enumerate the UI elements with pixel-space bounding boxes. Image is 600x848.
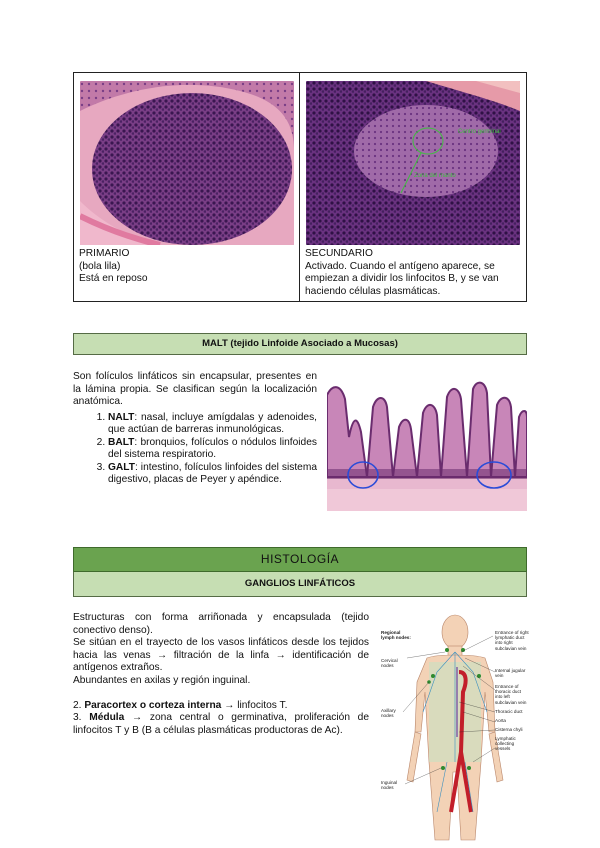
malt-description [73,371,317,487]
label-entrance-thoracic: Entrance of thoracic duct into left subclavian vein [495,684,527,705]
follicle-table [73,72,527,302]
item-text: → zona central o germinativa, proliferación de linfocitos T y B (B a células plasmáticas productoras de Ac). [73,712,370,736]
ganglios-description [73,612,369,737]
label-aorta: Aorta [495,718,506,723]
list-term: NALT [108,411,135,423]
label-regional: Regional lymph nodes: [381,630,411,641]
histologia-header: HISTOLOGÍA [73,547,527,572]
caption-line: Está en reposo [79,273,148,284]
lymphatic-system-diagram [377,612,529,842]
list-text: : intestino, folículos linfoides del sistema digestivo, placas de Peyer y apéndice. [108,461,317,485]
list-item [108,437,317,462]
item-text: → linfocitos T. [221,699,288,711]
item-term: Médula [89,712,125,723]
item-number: 3. [73,712,90,723]
label-cervical: Cervical nodes [381,658,398,669]
list-text: : bronquios, folículos o nódulos linfoides del sistema respiratorio. [108,436,317,460]
secondary-follicle-caption [305,248,499,298]
paragraph: Abundantes en axilas y región inguinal. [73,674,251,686]
malt-list [73,412,317,487]
caption-line: Activado. Cuando el antígeno aparece, se [305,260,495,272]
intestine-micrograph [327,377,527,511]
list-item [108,462,317,487]
item-term: Paracortex o corteza interna [84,699,222,711]
caption-line: haciendo células plasmáticas. [305,285,441,297]
caption-line: PRIMARIO [79,248,130,259]
list-text: : nasal, incluye amígdalas y adenoides, que actúan de barreras inmunológicas. [108,411,317,435]
spacer [73,687,369,700]
list-term: GALT [108,461,135,473]
label-cisterna: Cisterna chyli [495,727,523,732]
paragraph: Se sitúan en el trayecto de los vasos linfáticos desde los tejidos hacia las venas → filtración de la linfa → identificación de antígenos extraños. [73,637,369,673]
list-term: BALT [108,436,135,448]
malt-intro: Son folículos linfáticos sin encapsular, presentes en la lámina propia. Se clasifican según la localización anatómica. [73,371,317,407]
list-item [108,412,317,437]
primary-follicle-caption [79,248,148,286]
primary-follicle-cell [74,73,300,301]
list-item [73,712,369,737]
label-inguinal: Inguinal nodes [381,780,398,791]
paragraph: Estructuras con forma arriñonada y encapsulada (tejido conectivo denso). [73,612,369,636]
secondary-follicle-micrograph [306,81,520,245]
caption-line: empiezan a dividir los linfocitos B, y se van [305,273,499,284]
label-entrance-right: Entrance of right lymphatic duct into right subclavian vein [495,630,529,651]
malt-header: MALT (tejido Linfoide Asociado a Mucosas) [73,333,527,355]
annotation-germinal-center: Centro germinal [458,129,501,135]
label-thoracic-duct: Thoracic duct [495,709,523,714]
caption-line: (bola lila) [79,260,121,272]
secondary-follicle-cell [300,73,526,301]
caption-line: SECUNDARIO [305,248,373,259]
list-item [73,700,369,713]
label-axillary: Axillary nodes [381,708,396,719]
item-number: 2. [73,699,85,711]
ganglios-header: GANGLIOS LINFÁTICOS [73,572,527,597]
primary-follicle-micrograph [80,81,294,245]
label-lymphatic-vessels: Lymphatic collecting vessels [495,736,516,752]
label-internal-jugular: Internal jugular vein [495,668,526,679]
annotation-mantle-zone: Zona del manto [414,173,456,179]
